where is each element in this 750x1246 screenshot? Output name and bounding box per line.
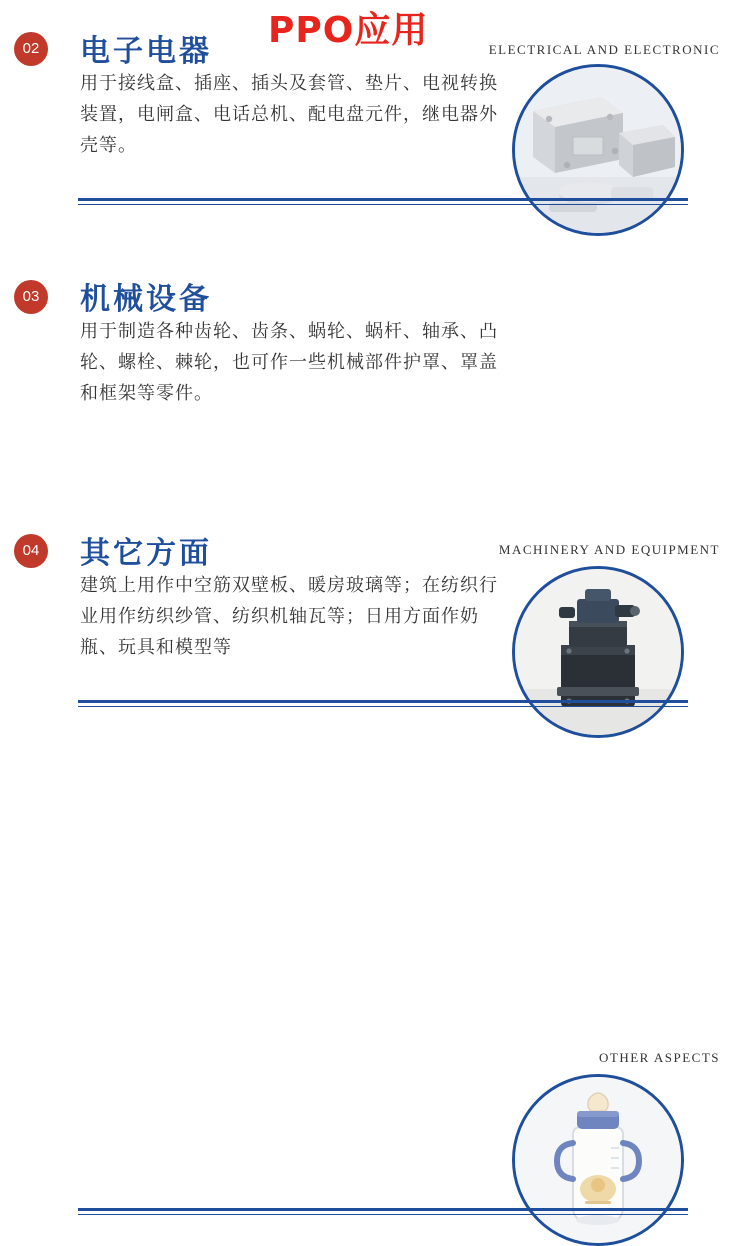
baby-bottle-photo [512, 1074, 684, 1246]
section-divider [78, 198, 688, 201]
baby-bottle-illustration [515, 1077, 681, 1243]
section-body-text: 用于制造各种齿轮、齿条、蜗轮、蜗杆、轴承、凸轮、螺栓、棘轮，也可作一些机械部件护罩、罩盖和框架等零件。 [80, 321, 498, 404]
junction-box-photo [512, 64, 684, 236]
section-body-text: 用于接线盒、插座、插头及套管、垫片、电视转换装置，电闸盒、电话总机、配电盘元件，继电器外壳等。 [80, 73, 498, 156]
page-title: PPO应用 [268, 10, 429, 51]
junction-box-illustration [515, 67, 681, 233]
section-divider [78, 1208, 688, 1211]
section-title: 电子电器 [80, 34, 212, 69]
section-other-aspects [0, 512, 750, 1065]
section-title: 机械设备 [80, 282, 212, 317]
section-number-badge: 04 [14, 534, 48, 568]
section-body-text: 建筑上用作中空筋双壁板、暖房玻璃等；在纺织行业用作纺织纱管、纺织机轴瓦等；日用方面作奶瓶、玩具和模型等 [80, 575, 498, 658]
section-english-caption: ELECTRICAL AND ELECTRONIC [488, 42, 720, 57]
section-divider-thin [78, 204, 688, 205]
section-number-badge: 02 [14, 32, 48, 66]
section-divider-thin [78, 1214, 688, 1215]
section-english-caption: MACHINERY AND EQUIPMENT [498, 542, 720, 557]
section-electrical-and-electronic [0, 10, 750, 240]
section-english-caption: OTHER ASPECTS [599, 1050, 720, 1065]
section-title: 其它方面 [80, 536, 212, 571]
section-number-badge: 03 [14, 280, 48, 314]
